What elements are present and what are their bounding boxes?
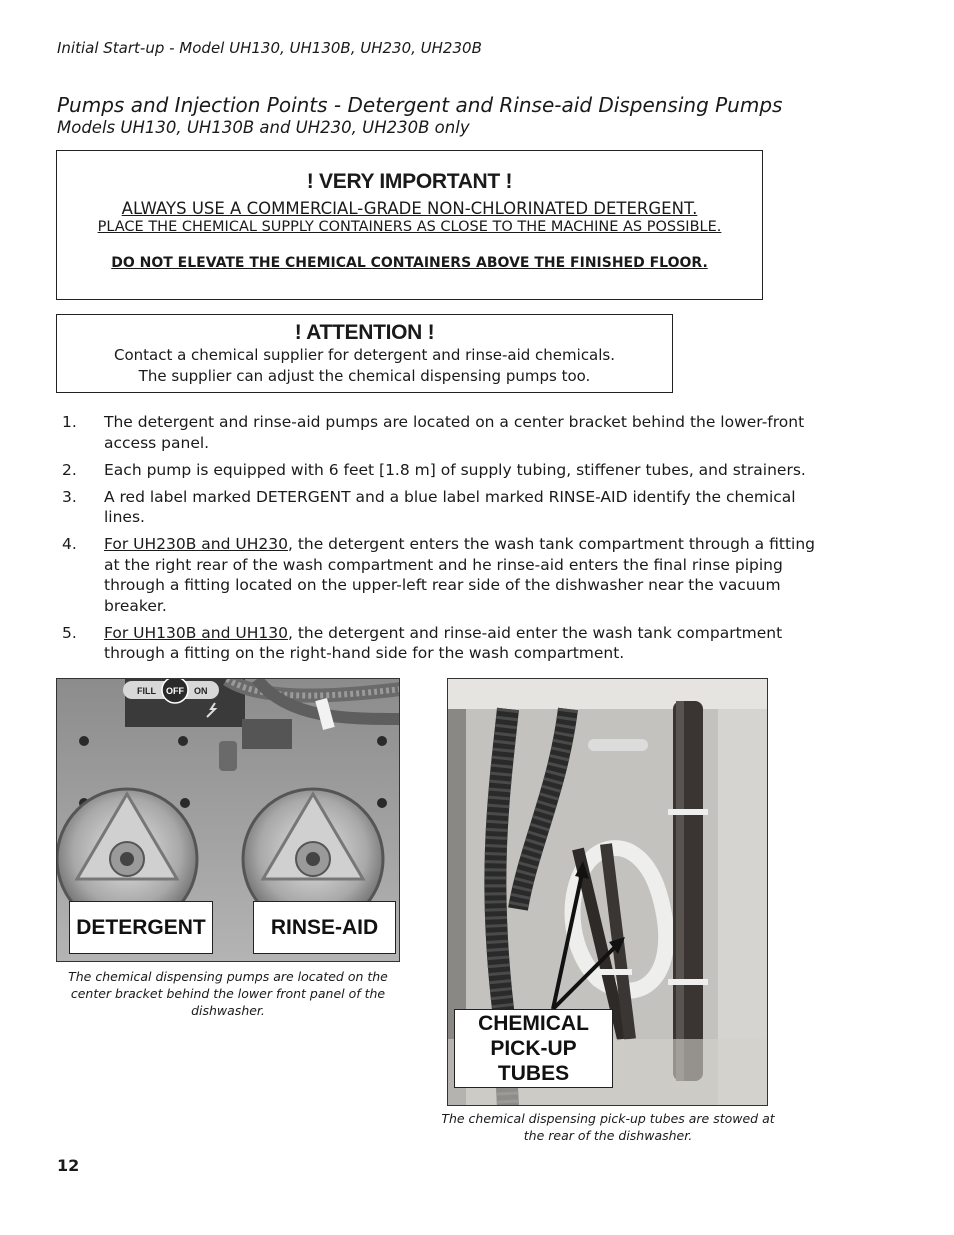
page-number: 12 — [57, 1156, 80, 1175]
important-line-detergent: ALWAYS USE A COMMERCIAL-GRADE NON-CHLORINATED DETERGENT. — [121, 199, 698, 218]
important-line-containers: PLACE THE CHEMICAL SUPPLY CONTAINERS AS CLOSE TO THE MACHINE AS POSSIBLE. — [97, 219, 722, 235]
step-text — [104, 534, 817, 616]
step-number: 4. — [62, 535, 77, 553]
step-text: The detergent and rinse-aid pumps are located on a center bracket behind the lower-front access panel. — [104, 413, 805, 452]
step-number: 2. — [62, 460, 77, 479]
switch-on-label: ON — [194, 686, 208, 696]
attention-line-adjust: The supplier can adjust the chemical dispensing pumps too. — [138, 367, 591, 385]
model-reference: For UH130B and UH130 — [104, 623, 288, 642]
pickup-tubes-caption: The chemical dispensing pick-up tubes are stowed at the rear of the dishwasher. — [441, 1111, 775, 1143]
step-text — [104, 623, 817, 664]
important-line-elevate: DO NOT ELEVATE THE CHEMICAL CONTAINERS ABOVE THE FINISHED FLOOR. — [111, 255, 708, 271]
very-important-heading: ! VERY IMPORTANT ! — [306, 170, 513, 193]
step-body: , the detergent enters the wash tank compartment through a fitting at the right rear of the wash compartment and he rinse-aid enters the final rinse piping through a fitting located on the upper-left rear side of the dishwasher near the vacuum breaker. — [104, 535, 815, 615]
switch-off-label: OFF — [166, 686, 184, 696]
very-important-box — [56, 150, 763, 300]
list-item — [57, 487, 817, 528]
attention-box — [56, 314, 673, 393]
list-item — [57, 460, 817, 481]
pumps-photo — [56, 678, 400, 962]
pumps-photo-caption: The chemical dispensing pumps are located on the center bracket behind the lower front panel of the dishwasher. — [68, 969, 388, 1018]
model-reference: For UH230B and UH230 — [104, 535, 288, 553]
pickup-tubes-photo — [447, 678, 768, 1106]
list-item — [57, 412, 817, 453]
switch-fill-label: FILL — [137, 686, 156, 696]
step-number: 3. — [62, 487, 77, 506]
rinse-aid-callout: RINSE-AID — [253, 901, 396, 954]
attention-heading: ! ATTENTION ! — [294, 321, 435, 344]
attention-line-supplier: Contact a chemical supplier for detergent and rinse-aid chemicals. — [113, 346, 616, 364]
section-title: Pumps and Injection Points - Detergent and Rinse-aid Dispensing Pumps — [57, 93, 783, 117]
step-text: A red label marked DETERGENT and a blue label marked RINSE-AID identify the chemical lines. — [104, 487, 796, 526]
list-item — [57, 534, 817, 616]
step-text: Each pump is equipped with 6 feet [1.8 m] of supply tubing, stiffener tubes, and strainers. — [104, 460, 806, 479]
steps-list — [57, 412, 817, 670]
running-header: Initial Start-up - Model UH130, UH130B, UH230, UH230B — [57, 39, 482, 57]
step-number: 1. — [62, 413, 77, 431]
detergent-callout: DETERGENT — [69, 901, 213, 954]
step-body: , the detergent and rinse-aid enter the wash tank compartment through a fitting on the right-hand side for the wash compartment. — [104, 623, 783, 662]
section-subtitle: Models UH130, UH130B and UH230, UH230B only — [57, 118, 470, 137]
list-item — [57, 623, 817, 664]
step-number: 5. — [62, 623, 77, 642]
pickup-tubes-callout: CHEMICAL PICK-UP TUBES — [454, 1009, 613, 1088]
